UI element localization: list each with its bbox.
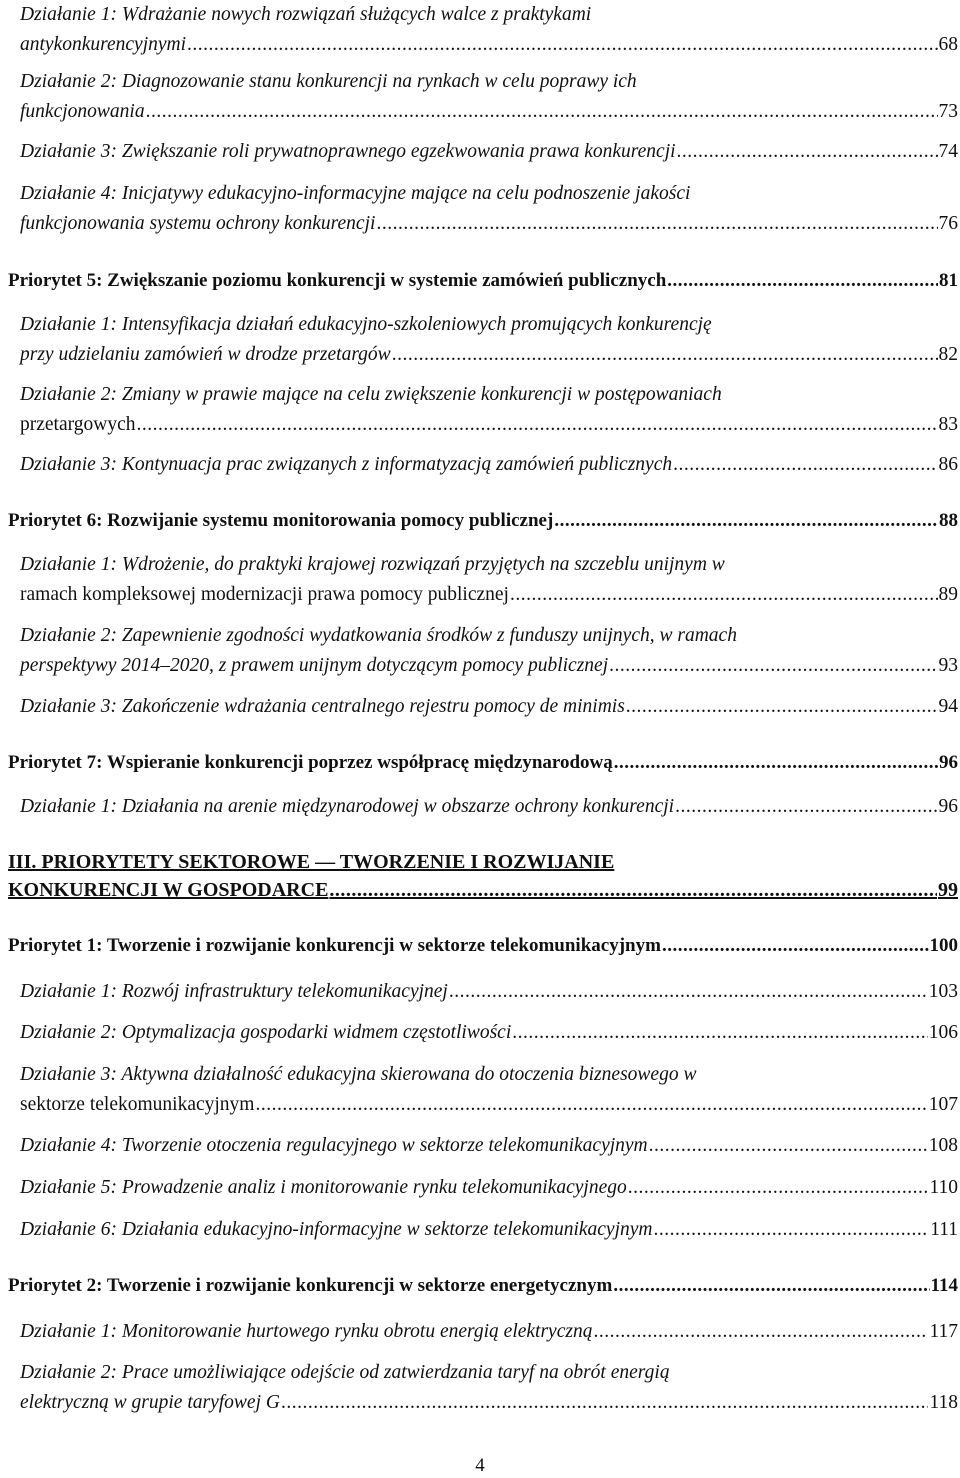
toc-entry[interactable] (8, 977, 958, 1007)
toc-entry-line2: funkcjonowania systemu ochrony konkurencji (20, 213, 376, 234)
dot-leader (673, 450, 937, 480)
toc-entry[interactable] (8, 550, 958, 610)
toc-page-number: 110 (929, 1177, 958, 1198)
toc-page-number: 100 (929, 935, 958, 956)
dot-leader (376, 209, 937, 239)
toc-entry-line1: III. PRIORYTETY SEKTOROWE — TWORZENIE I ROZWIJANIE (8, 851, 615, 873)
toc-entry-line1: Działanie 2: Prace umożliwiające odejście od zatwierdzania taryf na obrót energią (20, 1362, 670, 1383)
toc-entry[interactable] (8, 621, 958, 681)
dot-leader (628, 1173, 929, 1203)
toc-page-number: 76 (938, 213, 958, 234)
toc-entry[interactable] (8, 1018, 958, 1048)
dot-leader (654, 1215, 930, 1245)
toc-entry[interactable] (8, 137, 958, 167)
toc-entry-line2: sektorze telekomunikacyjnym (20, 1094, 255, 1115)
toc-entry-line2: ramach kompleksowej modernizacji prawa pomocy publicznej (20, 584, 509, 605)
toc-entry-title: Priorytet 7: Wspieranie konkurencji poprzez współpracę międzynarodową (8, 752, 613, 773)
dot-leader (329, 876, 937, 904)
toc-entry-line1: Działanie 1: Wdrożenie, do praktyki krajowej rozwiązań przyjętych na szczeblu unijnym w (20, 554, 725, 575)
toc-entry-line2: przetargowych (20, 414, 136, 435)
toc-entry[interactable] (8, 1060, 958, 1120)
dot-leader (649, 1131, 928, 1161)
dot-leader (675, 792, 937, 822)
toc-page-number: 106 (928, 1022, 958, 1043)
toc-page-number: 96 (939, 752, 958, 773)
toc-entry-title: Działanie 1: Działania na arenie międzynarodowej w obszarze ochrony konkurencji (20, 796, 675, 817)
dot-leader (662, 931, 929, 961)
toc-entry-title: Działanie 3: Kontynuacja prac związanych z informatyzacją zamówień publicznych (20, 454, 673, 475)
toc-entry[interactable] (8, 310, 958, 370)
toc-entry-line1: Działanie 3: Aktywna działalność edukacyjna skierowana do otoczenia biznesowego w (20, 1064, 697, 1085)
toc-entry[interactable] (8, 1271, 958, 1301)
toc-page-number: 73 (938, 101, 958, 122)
toc-entry-title: Priorytet 5: Zwiększanie poziomu konkurencji w systemie zamówień publicznych (8, 270, 667, 291)
dot-leader (187, 30, 937, 60)
toc-page-number: 68 (938, 34, 958, 55)
toc-entry[interactable] (8, 792, 958, 822)
toc-entry-line2: perspektywy 2014–2020, z prawem unijnym dotyczącym pomocy publicznej (20, 655, 609, 676)
dot-leader (614, 748, 938, 778)
toc-page-number: 114 (930, 1275, 958, 1296)
toc-page-number: 117 (929, 1321, 958, 1342)
dot-leader (626, 692, 938, 722)
toc-entry[interactable] (8, 380, 958, 440)
toc-page-number: 107 (928, 1094, 958, 1115)
toc-entry-title: Priorytet 2: Tworzenie i rozwijanie konkurencji w sektorze energetycznym (8, 1275, 613, 1296)
dot-leader (613, 1271, 929, 1301)
toc-entry[interactable] (8, 692, 958, 722)
toc-entry-line2: przy udzielaniu zamówień w drodze przetargów (20, 344, 391, 365)
toc-page-number: 82 (938, 344, 958, 365)
toc-page-number: 81 (939, 270, 958, 291)
toc-entry[interactable] (8, 450, 958, 480)
toc-section-heading[interactable] (8, 848, 958, 904)
page-number: 4 (475, 1455, 485, 1476)
toc-page-number: 96 (938, 796, 958, 817)
dot-leader (281, 1388, 929, 1418)
dot-leader (146, 97, 938, 127)
toc-entry-line2: antykonkurencyjnymi (20, 34, 187, 55)
toc-page-number: 86 (938, 454, 958, 475)
toc-page-number: 88 (939, 510, 958, 531)
toc-entry[interactable] (8, 179, 958, 239)
dot-leader (255, 1090, 927, 1120)
dot-leader (609, 651, 937, 681)
toc-page-number: 99 (938, 879, 958, 901)
toc-entry[interactable] (8, 67, 958, 127)
toc-entry[interactable] (8, 748, 958, 778)
toc-entry-title: Priorytet 1: Tworzenie i rozwijanie konkurencji w sektorze telekomunikacyjnym (8, 935, 661, 956)
toc-page-number: 83 (938, 414, 958, 435)
dot-leader (392, 340, 938, 370)
toc-entry-line1: Działanie 1: Wdrażanie nowych rozwiązań służących walce z praktykami (20, 4, 592, 25)
dot-leader (677, 137, 938, 167)
toc-entry-title: Działanie 3: Zwiększanie roli prywatnoprawnego egzekwowania prawa konkurencji (20, 141, 676, 162)
toc-page-number: 94 (938, 696, 958, 717)
toc-entry-title: Działanie 6: Działania edukacyjno-informacyjne w sektorze telekomunikacyjnym (20, 1219, 653, 1240)
toc-entry-line2: KONKURENCJI W GOSPODARCE (8, 879, 329, 901)
toc-entry-line2: elektryczną w grupie taryfowej G (20, 1392, 280, 1413)
toc-entry-title: Działanie 4: Tworzenie otoczenia regulacyjnego w sektorze telekomunikacyjnym (20, 1135, 648, 1156)
toc-entry-line1: Działanie 1: Intensyfikacja działań edukacyjno-szkoleniowych promujących konkurencję (20, 314, 712, 335)
toc-entry-title: Działanie 2: Optymalizacja gospodarki widmem częstotliwości (20, 1022, 512, 1043)
dot-leader (667, 266, 938, 296)
toc-page-number: 108 (928, 1135, 958, 1156)
toc-entry-line2: funkcjonowania (20, 101, 145, 122)
toc-entry[interactable] (8, 1215, 958, 1245)
toc-entry-title: Działanie 1: Rozwój infrastruktury telekomunikacyjnej (20, 981, 448, 1002)
toc-entry[interactable] (8, 1317, 958, 1347)
dot-leader (137, 410, 938, 440)
toc-page-number: 103 (928, 981, 958, 1002)
toc-page-number: 111 (930, 1219, 958, 1240)
toc-entry[interactable] (8, 1173, 958, 1203)
dot-leader (449, 977, 928, 1007)
toc-entry[interactable] (8, 931, 958, 961)
dot-leader (554, 506, 938, 536)
toc-entry-line1: Działanie 2: Diagnozowanie stanu konkurencji na rynkach w celu poprawy ich (20, 71, 637, 92)
dot-leader (593, 1317, 928, 1347)
toc-page-number: 74 (938, 141, 958, 162)
toc-entry[interactable] (8, 1131, 958, 1161)
toc-entry-title: Działanie 1: Monitorowanie hurtowego rynku obrotu energią elektryczną (20, 1321, 593, 1342)
toc-entry-line1: Działanie 4: Inicjatywy edukacyjno-informacyjne mające na celu podnoszenie jakości (20, 183, 691, 204)
toc-page-number: 93 (938, 655, 958, 676)
toc-entry-line1: Działanie 2: Zapewnienie zgodności wydatkowania środków z funduszy unijnych, w ramach (20, 625, 737, 646)
dot-leader (510, 580, 938, 610)
toc-entry[interactable] (8, 0, 958, 60)
toc-entry-line1: Działanie 2: Zmiany w prawie mające na celu zwiększenie konkurencji w postępowaniach (20, 384, 722, 405)
toc-page-number: 89 (938, 584, 958, 605)
toc-entry-title: Działanie 5: Prowadzenie analiz i monitorowanie rynku telekomunikacyjnego (20, 1177, 627, 1198)
toc-entry[interactable] (8, 266, 958, 296)
toc-entry[interactable] (8, 506, 958, 536)
toc-page-number: 118 (929, 1392, 958, 1413)
dot-leader (512, 1018, 927, 1048)
toc-entry[interactable] (8, 1358, 958, 1418)
toc-entry-title: Działanie 3: Zakończenie wdrażania centralnego rejestru pomocy de minimis (20, 696, 625, 717)
toc-entry-title: Priorytet 6: Rozwijanie systemu monitorowania pomocy publicznej (8, 510, 554, 531)
